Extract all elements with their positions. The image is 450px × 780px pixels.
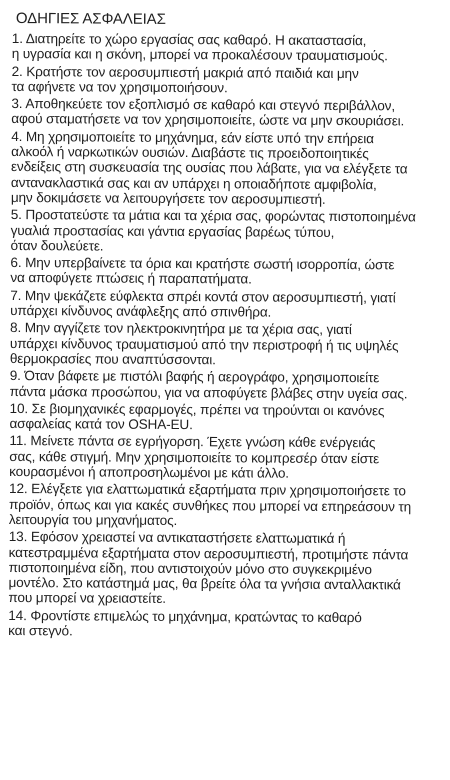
instruction-line: αλκοόλ ή ναρκωτικών ουσιών. Διαβάστε τις προειδοποιητικές: [11, 144, 369, 162]
instruction-line: σας, κάθε στιγμή. Μην χρησιμοποιείτε το κομπρεσέρ όταν είστε: [9, 448, 380, 466]
instruction-line: που μπορεί να χρειαστείτε.: [8, 590, 166, 607]
instruction-item-14: [8, 608, 440, 641]
instruction-line: να αποφύγετε πτώσεις ή παραπατήματα.: [10, 270, 252, 287]
instruction-line: ασφαλείας κατά τον OSHA-EU.: [9, 416, 193, 433]
instruction-item-7: [10, 288, 442, 321]
instruction-line: 12. Ελέγξετε για ελαττωματικά εξαρτήματα πριν χρησιμοποιήσετε το: [9, 481, 406, 499]
instruction-item-13: [8, 529, 440, 608]
instruction-line: υπάρχει κίνδυνος ανάφλεξης από σπινθήρα.: [10, 303, 272, 320]
instruction-line: 1. Διατηρείτε το χώρο εργασίας σας καθαρό. Η ακαταστασία,: [11, 30, 367, 49]
document-title: ΟΔΗΓΙΕΣ ΑΣΦΑΛΕΙΑΣ: [15, 10, 166, 28]
instruction-line: πάντα μάσκα προσώπου, για να αποφύγετε βλάβες στην υγεία σας.: [9, 383, 408, 401]
instruction-item-4: [11, 129, 443, 208]
instruction-item-8: [10, 320, 442, 369]
instruction-item-5: [11, 207, 443, 256]
instruction-line: 8. Μην αγγίζετε τον ηλεκτροκινητήρα με τα χέρια σας, γιατί: [10, 320, 352, 338]
instruction-line: μην δοκιμάσετε να λειτουργήσετε τον αεροσυμπιεστή.: [10, 189, 326, 207]
instruction-line: η υγρασία και η σκόνη, μπορεί να προκαλέσουν τραυματισμούς.: [11, 46, 388, 64]
instruction-line: όταν δουλεύετε.: [10, 237, 104, 254]
instruction-line: 3. Αποθηκεύετε τον εξοπλισμό σε καθαρό και στεγνό περιβάλλον,: [11, 96, 396, 114]
instruction-line: γυαλιά προστασίας και γάντια εργασίας βαρέως τύπου,: [10, 222, 335, 240]
instruction-line: μοντέλο. Στο κατάστημά μας, θα βρείτε όλα τα γνήσια ανταλλακτικά: [8, 575, 401, 593]
instruction-line: 13. Εφόσον χρειαστεί να αντικαταστήσετε ελαττωματικά ή: [8, 529, 346, 547]
instruction-item-3: [11, 96, 443, 129]
instruction-line: 5. Προστατεύστε τα μάτια και τα χέρια σας, φορώντας πιστοποιημένα: [10, 207, 416, 225]
instruction-line: 10. Σε βιομηχανικές εφαρμογές, πρέπει να τηρούνται οι κανόνες: [9, 400, 385, 419]
instruction-line: αφού σταματήσετε να τον χρησιμοποιείτε, ώστε να μην σκουριάσει.: [11, 111, 405, 129]
instruction-line: 11. Μείνετε πάντα σε εγρήγορση. Έχετε γνώση κάθε ενέργειάς: [9, 433, 376, 451]
instruction-line: 7. Μην ψεκάζετε εύφλεκτα σπρέι κοντά στον αεροσυμπιεστή, γιατί: [10, 287, 396, 306]
instruction-line: λειτουργία του μηχανήματος.: [8, 511, 178, 528]
safety-instructions-document: [8, 10, 444, 643]
instruction-line: 14. Φροντίστε επιμελώς το μηχάνημα, κρατώντας το καθαρό: [8, 607, 362, 625]
instruction-line: θερμοκρασίες που αναπτύσσονται.: [9, 350, 216, 368]
instruction-line: 2. Κρατήστε τον αεροσυμπιεστή μακριά από παιδιά και μην: [11, 63, 359, 81]
instruction-line: υπάρχει κίνδυνος τραυματισμού από την περιστροφή ή τις υψηλές: [9, 335, 399, 354]
instruction-line: 6. Μην υπερβαίνετε τα όρια και κρατήστε σωστή ισορροπία, ώστε: [10, 255, 395, 273]
instruction-item-10: [9, 401, 441, 434]
instruction-line: ενδείξεις στη συσκευασία της ουσίας που λάβατε, για να ελέγξετε τα: [10, 159, 408, 177]
instruction-item-9: [10, 368, 442, 401]
instruction-item-11: [9, 433, 441, 482]
instruction-line: κατεστραμμένα εξαρτήματα στον αεροσυμπιεστή, προτιμήστε πάντα: [8, 544, 409, 562]
instruction-line: 4. Μη χρησιμοποιείτε το μηχάνημα, εάν είστε υπό την επήρεια: [11, 128, 374, 146]
instruction-line: κουρασμένοι ή αποπροσηλωμένοι με κάτι άλλο.: [9, 464, 289, 481]
instruction-line: προϊόν, όπως και για κακές συνθήκες που μπορεί να επηρεάσουν τη: [8, 496, 412, 515]
instruction-line: και στεγνό.: [8, 622, 73, 639]
instruction-line: τα αφήνετε να τον χρησιμοποιήσουν.: [11, 78, 228, 96]
instruction-item-1: [12, 31, 444, 64]
instruction-item-2: [11, 64, 443, 97]
instruction-line: 9. Όταν βάφετε με πιστόλι βαφής ή αερογράφο, χρησιμοποιείτε: [9, 368, 380, 386]
instruction-line: πιστοποιημένα είδη, που αντιστοιχούν μόνο στο συγκεκριμένο: [8, 559, 372, 578]
instruction-line: αντανακλαστικά σας και αν υπάρχει η οποιαδήποτε αμφιβολία,: [10, 174, 377, 192]
instruction-item-12: [9, 481, 441, 530]
instruction-item-6: [10, 255, 442, 288]
